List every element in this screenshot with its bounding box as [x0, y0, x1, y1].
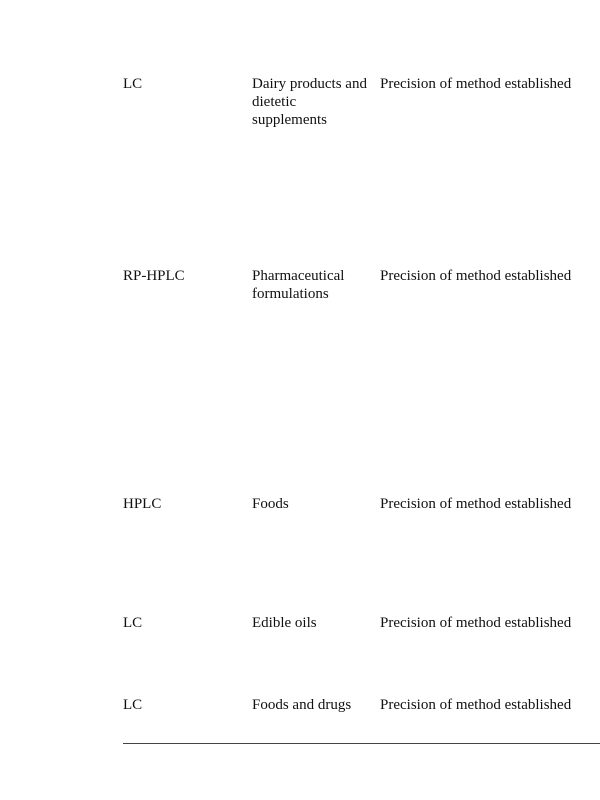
technique-cell: LC — [123, 615, 143, 631]
note-cell: Precision of method established — [380, 697, 572, 713]
technique-cell: HPLC — [123, 496, 162, 512]
note-cell: Precision of method established — [380, 268, 572, 284]
technique-cell: RP-HPLC — [123, 268, 185, 284]
technique-cell: LC — [123, 76, 143, 92]
matrix-cell: Pharmaceutical formulations — [252, 268, 345, 302]
matrix-cell: Dairy products and dietetic supplements — [252, 76, 367, 128]
note-cell: Precision of method established — [380, 615, 572, 631]
table-bottom-rule — [123, 743, 600, 744]
matrix-cell: Foods and drugs — [252, 697, 352, 713]
note-cell: Precision of method established — [380, 76, 572, 92]
note-cell: Precision of method established — [380, 496, 572, 512]
matrix-cell: Edible oils — [252, 615, 317, 631]
technique-cell: LC — [123, 697, 143, 713]
matrix-cell: Foods — [252, 496, 289, 512]
